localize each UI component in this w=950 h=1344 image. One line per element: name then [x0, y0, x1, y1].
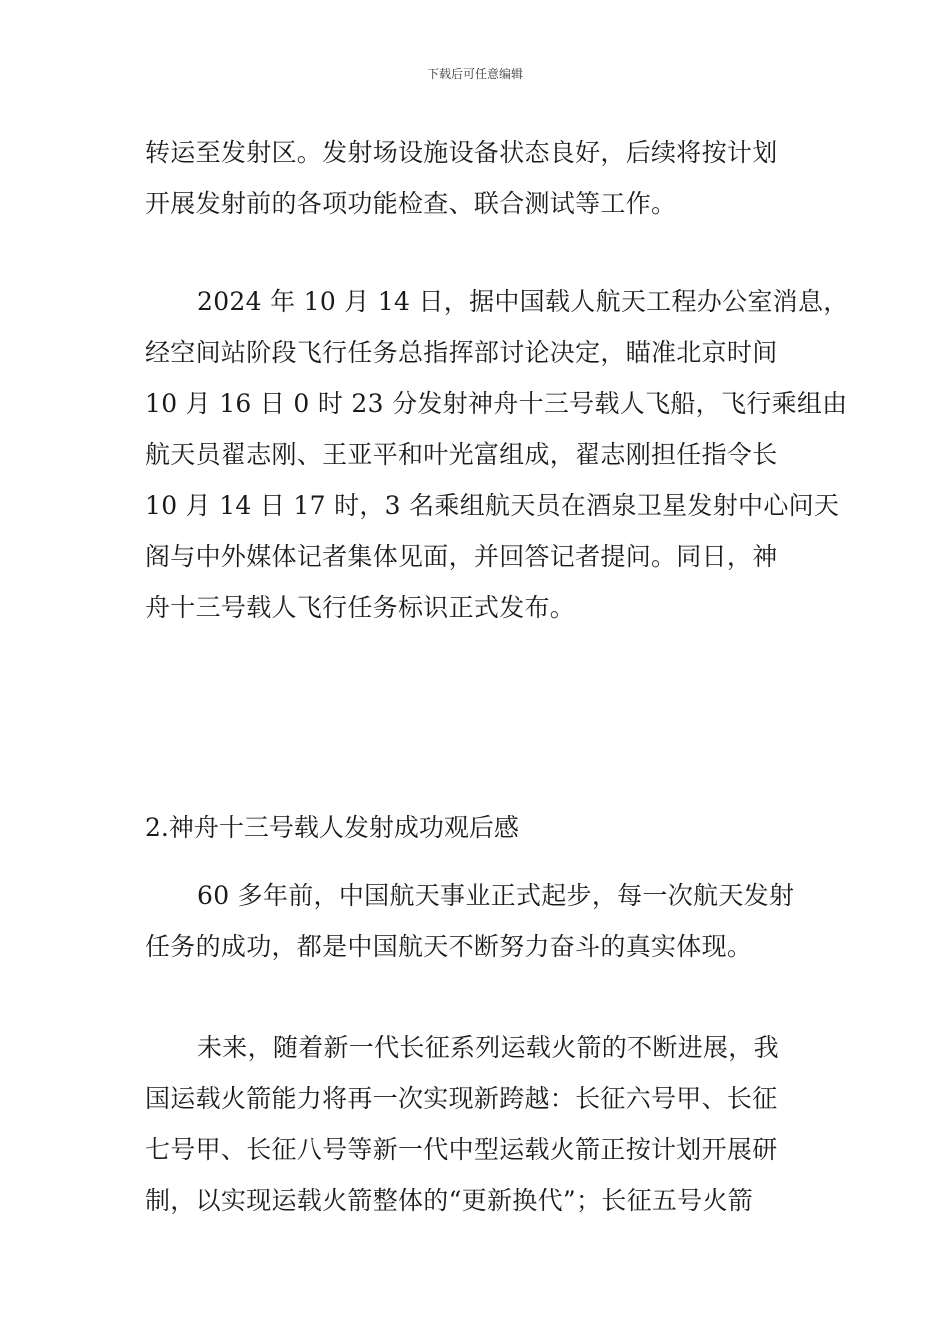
paragraph-line: 2024 年 10 月 14 日，据中国载人航天工程办公室消息，: [197, 287, 849, 316]
paragraph-line: 七号甲、长征八号等新一代中型运载火箭正按计划开展研: [145, 1135, 778, 1164]
page-header-note: 下载后可任意编辑: [426, 67, 523, 81]
paragraph-mission-announcement: [145, 276, 849, 633]
paragraph-line: 未来，随着新一代长征系列运载火箭的不断进展，我: [197, 1033, 779, 1062]
paragraph-line: 阁与中外媒体记者集体见面，并回答记者提问。同日，神: [145, 542, 778, 571]
paragraph-history: [145, 870, 811, 972]
section-heading: 2.神舟十三号载人发射成功观后感: [145, 813, 519, 842]
paragraph-line: 经空间站阶段飞行任务总指挥部讨论决定，瞄准北京时间: [145, 338, 778, 367]
paragraph-line: 舟十三号载人飞行任务标识正式发布。: [145, 593, 576, 622]
paragraph-line: 制，以实现运载火箭整体的“更新换代”；长征五号火箭: [145, 1186, 754, 1215]
paragraph-line: 转运至发射区。发射场设施设备状态良好，后续将按计划: [145, 138, 778, 167]
paragraph-line: 60 多年前，中国航天事业正式起步，每一次航天发射: [197, 881, 795, 910]
paragraph-line: 国运载火箭能力将再一次实现新跨越：长征六号甲、长征: [145, 1084, 778, 1113]
paragraph-line: 10 月 14 日 17 时，3 名乘组航天员在酒泉卫星发射中心问天: [145, 491, 840, 520]
paragraph-line: 任务的成功，都是中国航天不断努力奋斗的真实体现。: [145, 932, 753, 961]
paragraph-line: 开展发射前的各项功能检查、联合测试等工作。: [145, 189, 677, 218]
paragraph-future: [145, 1022, 811, 1226]
paragraph-line: 航天员翟志刚、王亚平和叶光富组成，翟志刚担任指令长: [145, 440, 778, 469]
paragraph-line: 10 月 16 日 0 时 23 分发射神舟十三号载人飞船，飞行乘组由: [145, 389, 848, 418]
paragraph-launch-site: [145, 127, 811, 229]
